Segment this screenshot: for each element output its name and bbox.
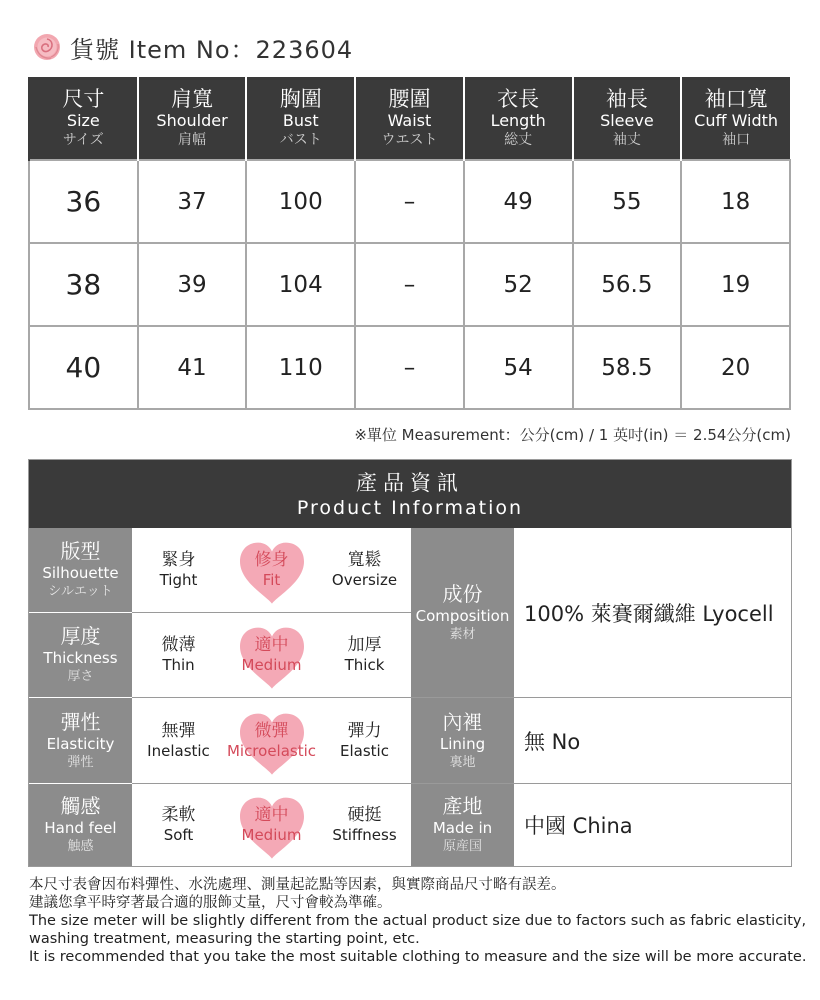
- size-disclaimer: [29, 876, 807, 966]
- disclaimer-line: 建議您拿平時穿著最合適的服飾丈量，尺寸會較為準確。: [29, 895, 392, 911]
- disclaimer-line: washing treatment, measuring the starting point, etc.: [29, 931, 420, 947]
- scale-option: [318, 613, 411, 697]
- option-zh: 寬鬆: [347, 550, 382, 570]
- column-header: [138, 77, 247, 160]
- attribute-label-en: Made in: [432, 819, 493, 837]
- option-en: Inelastic: [147, 741, 210, 760]
- scale-label-jp: 弾性: [67, 754, 94, 770]
- made-in-label: [411, 784, 514, 866]
- scale-label-en: Thickness: [43, 649, 118, 667]
- option-en: Elastic: [340, 741, 389, 760]
- option-zh: 彈力: [347, 720, 382, 741]
- silhouette-scale: [132, 528, 411, 612]
- column-header-en: Length: [490, 111, 546, 130]
- table-cell: 56.5: [573, 243, 682, 326]
- attribute-label-zh: 成份: [442, 581, 483, 606]
- column-header-en: Bust: [282, 111, 319, 130]
- product-info-panel: [28, 459, 792, 867]
- column-header: [573, 77, 682, 160]
- column-header-jp: 袖口: [722, 132, 751, 148]
- table-cell: 49: [464, 160, 573, 243]
- column-header: [246, 77, 355, 160]
- column-header: [355, 77, 464, 160]
- column-header-jp: サイズ: [62, 132, 104, 148]
- elasticity-label: [29, 698, 132, 783]
- scale-option-selected: [225, 698, 318, 783]
- option-en: Medium: [241, 656, 302, 674]
- column-header-en: Sleeve: [600, 111, 654, 130]
- option-zh: 硬挺: [347, 805, 382, 825]
- option-zh: 柔軟: [161, 805, 196, 825]
- size-table: [28, 77, 791, 410]
- column-header-en: Size: [66, 111, 100, 130]
- column-header-en: Cuff Width: [694, 111, 779, 130]
- column-header-jp: 総丈: [504, 132, 533, 148]
- option-en: Stiffness: [332, 826, 397, 844]
- scale-label-zh: 厚度: [60, 624, 101, 648]
- attribute-label-zh: 產地: [442, 794, 483, 818]
- scale-label-zh: 觸感: [60, 794, 101, 818]
- column-header-zh: 袖口寬: [704, 87, 768, 111]
- table-cell: 110: [246, 326, 355, 409]
- option-en: Fit: [262, 571, 281, 589]
- option-zh: 適中: [254, 805, 289, 825]
- column-header: [29, 77, 138, 160]
- table-cell: 58.5: [573, 326, 682, 409]
- scale-label-zh: 彈性: [60, 709, 101, 734]
- attribute-label-jp: 原産国: [442, 839, 482, 854]
- attribute-label-jp: 裏地: [449, 754, 476, 770]
- option-zh: 無彈: [161, 720, 196, 741]
- hand-feel-label: [29, 784, 132, 866]
- elasticity-scale: [132, 698, 411, 783]
- made-in-value: 中國 China: [524, 814, 633, 838]
- scale-label-en: Elasticity: [46, 734, 115, 753]
- thickness-scale: [132, 613, 411, 697]
- disclaimer-line: The size meter will be slightly different from the actual product size due to factors such as fabric elasticity,: [29, 913, 807, 929]
- attribute-label-jp: 素材: [449, 626, 476, 642]
- column-header-jp: バスト: [279, 132, 322, 148]
- row-divider: [132, 612, 411, 613]
- size-cell: 38: [29, 243, 138, 326]
- lining-value: 無 No: [524, 729, 581, 754]
- table-cell: 104: [246, 243, 355, 326]
- column-header-zh: 肩寬: [171, 87, 214, 111]
- option-en: Oversize: [331, 571, 398, 589]
- scale-option: [318, 528, 411, 612]
- scale-option: [318, 698, 411, 783]
- scale-label-en: Hand feel: [44, 819, 117, 837]
- table-cell: 18: [681, 160, 790, 243]
- hand-feel-scale: [132, 784, 411, 866]
- option-en: Medium: [241, 826, 302, 844]
- attribute-label-zh: 內裡: [442, 709, 483, 734]
- table-cell: –: [355, 160, 464, 243]
- column-header-zh: 腰圍: [388, 87, 431, 111]
- size-cell: 36: [29, 160, 138, 243]
- option-zh: 加厚: [347, 635, 382, 655]
- column-header-jp: 袖丈: [612, 132, 641, 148]
- attribute-label-en: Composition: [415, 606, 510, 625]
- disclaimer-line: 本尺寸表會因布料彈性、水洗處理、測量起訖點等因素，與實際商品尺寸略有誤差。: [29, 877, 566, 893]
- column-header-en: Shoulder: [156, 111, 228, 130]
- measurement-note: ※單位 Measurement：公分(cm) / 1 英吋(in) ＝ 2.54公分(cm): [354, 426, 791, 444]
- scale-label-jp: 厚さ: [67, 669, 94, 684]
- product-info-title-en: Product Information: [296, 497, 524, 519]
- option-en: Soft: [163, 826, 194, 844]
- table-cell: 54: [464, 326, 573, 409]
- table-cell: 39: [138, 243, 247, 326]
- column-header-zh: 胸圍: [279, 87, 322, 111]
- table-row: [29, 326, 790, 409]
- row-divider: [132, 783, 791, 784]
- scale-label-zh: 版型: [60, 539, 101, 563]
- table-cell: 52: [464, 243, 573, 326]
- scale-option: [318, 784, 411, 866]
- scale-option: [132, 528, 225, 612]
- option-zh: 微彈: [254, 720, 289, 741]
- composition-value: 100% 萊賽爾纖維 Lyocell: [524, 601, 774, 626]
- option-zh: 微薄: [161, 635, 196, 655]
- table-cell: 19: [681, 243, 790, 326]
- rose-icon: [32, 32, 62, 62]
- scale-option: [132, 784, 225, 866]
- option-zh: 緊身: [161, 550, 196, 570]
- table-cell: 41: [138, 326, 247, 409]
- silhouette-label: [29, 528, 132, 612]
- column-header-en: Waist: [387, 111, 432, 130]
- scale-label-jp: 触感: [67, 839, 94, 854]
- option-zh: 適中: [254, 635, 289, 655]
- scale-option: [132, 613, 225, 697]
- size-cell: 40: [29, 326, 138, 409]
- option-en: Thick: [344, 656, 385, 674]
- item-header: [32, 30, 353, 64]
- option-en: Thin: [162, 656, 195, 674]
- table-cell: 100: [246, 160, 355, 243]
- column-header-zh: 衣長: [497, 87, 540, 111]
- composition-label: [411, 528, 514, 697]
- table-cell: –: [355, 326, 464, 409]
- attribute-label-en: Lining: [439, 734, 486, 753]
- table-cell: 20: [681, 326, 790, 409]
- scale-option-selected: [225, 528, 318, 612]
- table-cell: –: [355, 243, 464, 326]
- product-info-title-zh: 產品資訊: [356, 471, 464, 495]
- size-table-header: [29, 77, 790, 160]
- column-header-jp: ウエスト: [381, 132, 438, 148]
- scale-option-selected: [225, 613, 318, 697]
- column-header-zh: 袖長: [605, 87, 648, 111]
- option-zh: 修身: [254, 550, 289, 570]
- product-info-header: [29, 460, 791, 528]
- scale-option-selected: [225, 784, 318, 866]
- table-row: [29, 160, 790, 243]
- table-cell: 37: [138, 160, 247, 243]
- thickness-label: [29, 613, 132, 697]
- column-header-zh: 尺寸: [62, 87, 105, 111]
- scale-label-jp: シルエット: [48, 584, 113, 599]
- column-header: [681, 77, 790, 160]
- item-number: 貨號 Item No：223604: [70, 35, 354, 64]
- column-header: [464, 77, 573, 160]
- option-en: Microelastic: [226, 741, 317, 760]
- scale-option: [132, 698, 225, 783]
- option-en: Tight: [159, 571, 198, 589]
- disclaimer-line: It is recommended that you take the most suitable clothing to measure and the size will be more accurate.: [29, 949, 807, 965]
- column-header-jp: 肩幅: [178, 132, 207, 148]
- lining-label: [411, 698, 514, 783]
- row-divider: [132, 697, 791, 698]
- table-row: [29, 243, 790, 326]
- scale-label-en: Silhouette: [42, 564, 119, 582]
- table-cell: 55: [573, 160, 682, 243]
